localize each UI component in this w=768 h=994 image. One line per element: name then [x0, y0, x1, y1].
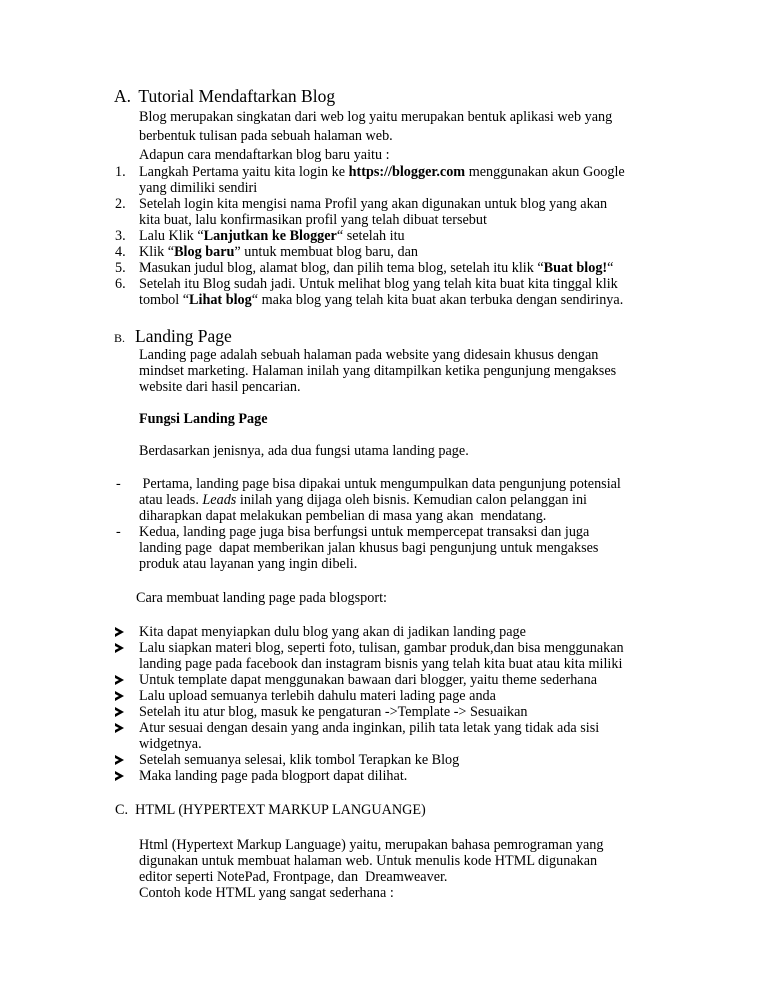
dash-marker: -: [116, 524, 121, 540]
step-text: yang dimiliki sendiri: [139, 180, 258, 196]
step-number: 2.: [115, 196, 126, 212]
section-c-line-3: editor seperti NotePad, Frontpage, dan Dreamweaver.: [139, 869, 448, 885]
step-text: Setelah login kita mengisi nama Profil yang akan digunakan untuk blog yang akan: [139, 196, 608, 212]
step-number: 4.: [115, 244, 126, 260]
dash-item-text: atau leads. Leads inilah yang dijaga oleh bisnis. Kemudian calon pelanggan ini: [139, 492, 587, 508]
step-text: Klik “Blog baru” untuk membuat blog baru, dan: [139, 244, 418, 260]
step-number: 5.: [115, 260, 126, 276]
dash-item-text: diharapkan dapat melakukan pembelian di masa yang akan mendatang.: [139, 508, 547, 524]
section-a-intro-3: Adapun cara mendaftarkan blog baru yaitu :: [139, 147, 390, 163]
step-text: Langkah Pertama yaitu kita login ke https://blogger.com menggunakan akun Google: [139, 164, 625, 180]
section-c-heading: C. HTML (HYPERTEXT MARKUP LANGUANGE): [115, 802, 426, 818]
arrow-item-text: Kita dapat menyiapkan dulu blog yang akan di jadikan landing page: [139, 624, 526, 640]
section-b-heading: [114, 326, 232, 347]
section-a-title: Tutorial Mendaftarkan Blog: [138, 86, 336, 106]
step-text: Lalu Klik “Lanjutkan ke Blogger“ setelah itu: [139, 228, 405, 244]
arrow-item-text: Setelah itu atur blog, masuk ke pengaturan ->Template -> Sesuaikan: [139, 704, 528, 720]
section-c-line-2: digunakan untuk membuat halaman web. Untuk menulis kode HTML digunakan: [139, 853, 598, 869]
dash-item-text: Pertama, landing page bisa dipakai untuk mengumpulkan data pengunjung potensial: [139, 476, 621, 492]
section-a-intro-2: berbentuk tulisan pada sebuah halaman web.: [139, 128, 393, 144]
arrow-item-text: Untuk template dapat menggunakan bawaan dari blogger, yaitu theme sederhana: [139, 672, 597, 688]
arrow-bullet-icon: [115, 723, 124, 733]
section-a-letter: A.: [114, 86, 132, 106]
step-number: 3.: [115, 228, 126, 244]
arrow-bullet-icon: [115, 755, 124, 765]
step-text: tombol “Lihat blog“ maka blog yang telah kita buat akan terbuka dengan sendirinya.: [139, 292, 624, 308]
arrow-bullet-icon: [115, 691, 124, 701]
step-text: kita buat, lalu konfirmasikan profil yang telah dibuat tersebut: [139, 212, 487, 228]
arrow-bullet-icon: [115, 771, 124, 781]
dash-marker: -: [116, 476, 121, 492]
section-b-intro-1: Landing page adalah sebuah halaman pada website yang didesain khusus dengan: [139, 347, 599, 363]
section-b-title: Landing Page: [135, 326, 232, 346]
cara-heading: Cara membuat landing page pada blogsport:: [136, 590, 387, 606]
dash-item-text: produk atau layanan yang ingin dibeli.: [139, 556, 358, 572]
fungsi-intro: Berdasarkan jenisnya, ada dua fungsi utama landing page.: [139, 443, 469, 459]
step-text: Setelah itu Blog sudah jadi. Untuk melihat blog yang telah kita buat kita tinggal klik: [139, 276, 618, 292]
fungsi-subheading: Fungsi Landing Page: [139, 411, 268, 427]
dash-item-text: landing page dapat memberikan jalan khusus bagi pengunjung untuk mengakses: [139, 540, 599, 556]
step-number: 6.: [115, 276, 126, 292]
arrow-item-text: Maka landing page pada blogport dapat dilihat.: [139, 768, 408, 784]
section-a-intro-1: Blog merupakan singkatan dari web log yaitu merupakan bentuk aplikasi web yang: [139, 109, 613, 125]
arrow-item-text: Lalu upload semuanya terlebih dahulu materi lading page anda: [139, 688, 496, 704]
arrow-bullet-icon: [115, 707, 124, 717]
dash-item-text: Kedua, landing page juga bisa berfungsi untuk mempercepat transaksi dan juga: [139, 524, 590, 540]
section-b-letter: B.: [114, 331, 126, 345]
arrow-bullet-icon: [115, 627, 124, 637]
arrow-item-text: widgetnya.: [139, 736, 202, 752]
arrow-item-text: Setelah semuanya selesai, klik tombol Terapkan ke Blog: [139, 752, 460, 768]
step-text: Masukan judul blog, alamat blog, dan pilih tema blog, setelah itu klik “Buat blog!“: [139, 260, 614, 276]
section-c-line-1: Html (Hypertext Markup Language) yaitu, merupakan bahasa pemrograman yang: [139, 837, 604, 853]
arrow-bullet-icon: [115, 643, 124, 653]
arrow-item-text: landing page pada facebook dan instagram bisnis yang telah kita buat atau kita miliki: [139, 656, 623, 672]
section-b-intro-2: mindset marketing. Halaman inilah yang ditampilkan ketika pengunjung mengakses: [139, 363, 617, 379]
section-a-heading: [114, 86, 335, 107]
arrow-bullet-icon: [115, 675, 124, 685]
arrow-item-text: Atur sesuai dengan desain yang anda inginkan, pilih tata letak yang tidak ada sisi: [139, 720, 600, 736]
section-b-intro-3: website dari hasil pencarian.: [139, 379, 301, 395]
section-c-line-4: Contoh kode HTML yang sangat sederhana :: [139, 885, 394, 901]
step-number: 1.: [115, 164, 126, 180]
blogger-url: https://blogger.com: [348, 164, 466, 180]
arrow-item-text: Lalu siapkan materi blog, seperti foto, tulisan, gambar produk,dan bisa menggunakan: [139, 640, 624, 656]
